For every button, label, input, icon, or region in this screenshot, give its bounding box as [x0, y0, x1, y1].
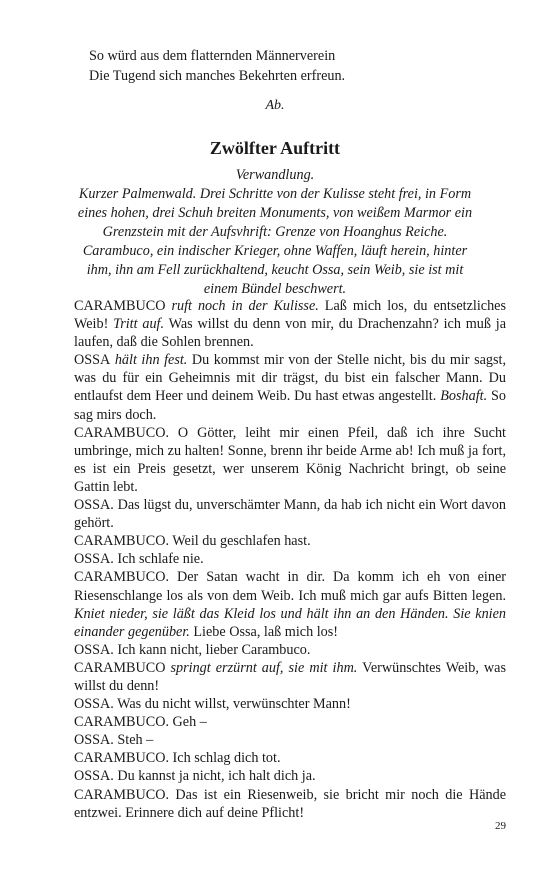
dialogue [74, 297, 506, 822]
speech-text: So sag mirs doch. [74, 388, 507, 423]
speech-text: Laß mich los, du entsetzliches Weib! [74, 298, 506, 333]
speaker-name: OSSA [74, 551, 111, 568]
verse-line: Die Tugend sich manches Bekehrten erfreun. [89, 68, 346, 84]
dialogue-entry [74, 786, 506, 822]
speaker-name: CARAMBUCO [74, 569, 166, 586]
speech-text: . Geh – [165, 714, 207, 731]
speaker-name: CARAMBUCO [74, 786, 166, 803]
speech-text: . Der Satan wacht in dir. Da komm ich eh von einer Riesenschlange los als von dem Weib. Ich muß mich gar aufs Bitten legen. [74, 569, 506, 604]
speech-text: . Was du nicht willst, verwünschter Mann! [110, 696, 351, 713]
stage-direction-inline: springt erzürnt auf, sie mit ihm. [165, 659, 358, 676]
stage-direction-inline: Tritt auf. [113, 316, 165, 333]
speech-text: Du kommst mir von der Stelle nicht, bis du mir sagst, was du für ein Geheimnis mit dir trägst, du bist ein falscher Mann. Du entlaufst dem Heer und deinem Weib. Du hast etwas angestellt. [74, 352, 506, 405]
stage-direction-inline: Kniet nieder, sie läßt das Kleid los und hält ihn an den Händen. Sie knien einander gegenüber. [74, 605, 506, 640]
stage-direction-inline: Boshaft. [440, 388, 488, 405]
dialogue-entry [74, 297, 506, 351]
speech-text: . Ich kann nicht, lieber Carambuco. [110, 641, 311, 658]
speaker-name: OSSA [74, 732, 111, 749]
speaker-name: CARAMBUCO [74, 424, 166, 441]
speaker-name: OSSA [74, 641, 111, 658]
dialogue-entry [74, 351, 506, 423]
page-number: 29 [495, 820, 506, 832]
speech-text: . Ich schlag dich tot. [165, 750, 281, 767]
speaker-name: CARAMBUCO [74, 298, 166, 314]
dialogue-entry [74, 496, 506, 532]
speech-text: . Das ist ein Riesenweib, sie bricht mir noch die Hände entzwei. Erinnere dich auf deine Pflicht! [74, 786, 506, 821]
stage-direction-body: Kurzer Palmenwald. Drei Schritte von der Kulisse steht frei, in Form eines hohen, drei Schuh breiten Monuments, von weißem Marmor ein Grenzstein mit der Aufsvhrift: Grenze von Hoanghus Reiche. Carambuco, ein indischer Krieger, ohne Waffen, läuft herein, hinter ihm, ihn am Fell zurückhaltend, keucht Ossa, sein Weib, sie ist mit einem Bündel beschwert. [77, 186, 473, 297]
dialogue-entry [74, 749, 506, 767]
speech-text: . Das lügst du, unverschämter Mann, da hab ich nicht ein Wort davon gehört. [74, 497, 506, 532]
dialogue-entry [74, 713, 506, 731]
speaker-name: OSSA [74, 768, 111, 785]
speech-text: Liebe Ossa, laß mich los! [189, 623, 338, 640]
speaker-name: OSSA [74, 696, 111, 713]
scene-title: Zwölfter Auftritt [209, 138, 341, 158]
stage-direction [74, 166, 476, 299]
speech-text: . Du kannst ja nicht, ich halt dich ja. [110, 768, 316, 785]
stage-direction-first: Verwandlung. [235, 167, 315, 183]
speech-text: Verwünschtes Weib, was willst du denn! [74, 659, 506, 694]
dialogue-entry [74, 659, 506, 695]
dialogue-entry [74, 695, 506, 713]
speaker-name: CARAMBUCO [74, 533, 166, 550]
stage-direction-inline: ruft noch in der Kulisse. [165, 298, 319, 314]
dialogue-entry [74, 424, 506, 496]
speech-text: Was willst du denn von mir, du Drachenzahn? ich muß ja laufen, daß die Sohlen brennen. [74, 316, 506, 351]
speech-text: . Weil du geschlafen hast. [165, 533, 311, 550]
dialogue-entry [74, 532, 506, 550]
dialogue-entry [74, 641, 506, 659]
verse-line: So würd aus dem flatternden Männerverein [89, 48, 336, 64]
dialogue-entry [74, 568, 506, 640]
dialogue-entry [74, 767, 506, 785]
stage-exit: Ab. [265, 98, 285, 113]
dialogue-entry [74, 731, 506, 749]
speech-text: . O Götter, leiht mir einen Pfeil, daß ich ihre Sucht umbringe, mich zu halten! Sonne, brenn ihr beide Arme ab! Ich muß ja fort, es ist ein Preis gesetzt, wer unserem König Nachricht bringt, ob seine Gattin lebt. [74, 424, 506, 495]
speech-text: . Ich schlafe nie. [110, 551, 204, 568]
verse-block [89, 46, 489, 86]
speaker-name: OSSA [74, 352, 111, 369]
speech-text: . Steh – [110, 732, 154, 749]
dialogue-entry [74, 550, 506, 568]
stage-direction-inline: hält ihn fest. [110, 352, 188, 369]
speaker-name: CARAMBUCO [74, 750, 166, 767]
speaker-name: CARAMBUCO [74, 659, 166, 676]
speaker-name: CARAMBUCO [74, 714, 166, 731]
speaker-name: OSSA [74, 497, 111, 514]
